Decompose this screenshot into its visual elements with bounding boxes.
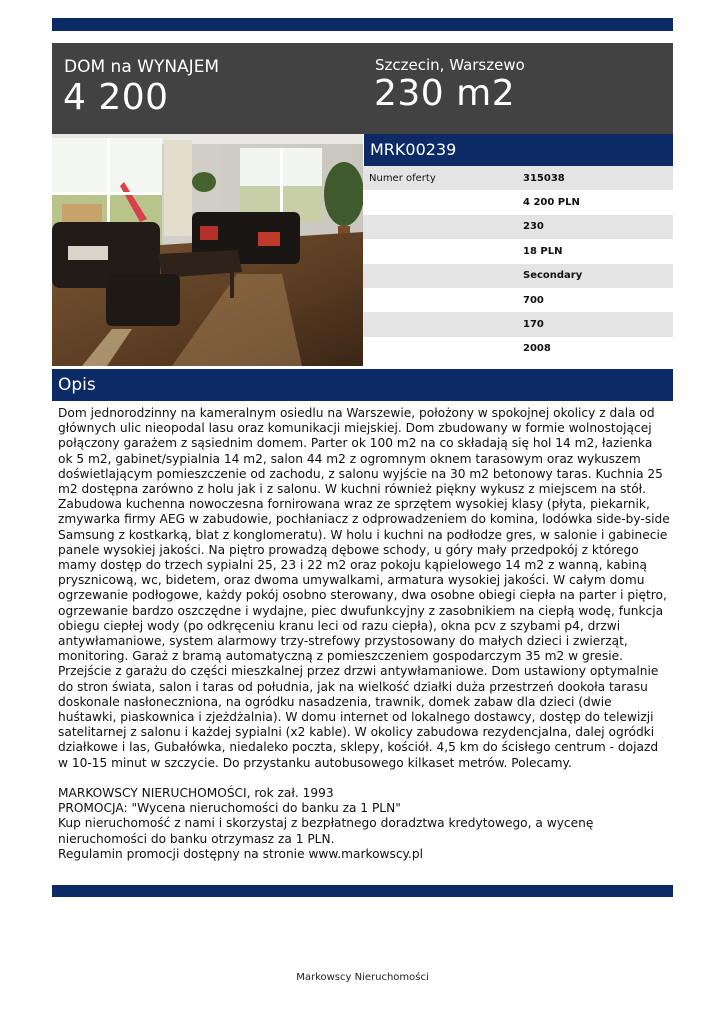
- footer-company: Markowscy Nieruchomości: [296, 972, 429, 983]
- details-value: 4 200 PLN: [523, 190, 673, 214]
- details-table: [363, 166, 673, 361]
- details-value: 315038: [523, 166, 673, 190]
- details-row: [363, 312, 673, 336]
- details-value: 230: [523, 215, 673, 239]
- details-value: 170: [523, 312, 673, 336]
- details-row: [363, 264, 673, 288]
- details-row: [363, 337, 673, 361]
- details-row: [363, 288, 673, 312]
- details-row: [363, 215, 673, 239]
- description-text: Dom jednorodzinny na kameralnym osiedlu na Warszewie, położony w spokojnej okolicy z dala od głównych ulic nieopodal lasu oraz komunikacji miejskiej. Dom zbudowany w formie wolnostojącej połączony garażem z sąsiednim domem. Parter ok 100 m2 na co składają się hol 14 m2, łazienka ok 5 m2, gabinet/sypialnia 14 m2, salon 44 m2 z ogromnym oknem tarasowym oraz wykuszem doświetlającym pomieszczenie od zachodu, z salonu wyjście na 30 m2 betonowy taras. Kuchnia 25 m2 dostępna zarówno z holu jak i z salonu. W kuchni również piękny wykusz z miejscem na stół. Zabudowa kuchenna nowoczesna fornirowana wraz ze sprzętem wysokiej klasy (płyta, piekarnik, zmywarka firmy AEG w zabudowie, pochłaniacz z odprowadzeniem do komina, lodówka side-by-side Samsung z kostkarką, blat z konglomeratu). W holu i kuchni na podłodze gres, w salonie i gabinecie panele wysokiej jakości. Na piętro prowadzą dębowe schody, u góry mały przedpokój z którego mamy dostęp do trzech sypialni 25, 23 i 22 m2 oraz pokoju kąpielowego 14 m2 z wanną, kabiną prysznicową, wc, bidetem, oraz dwoma umywalkami, armatura wysokiej jakości. W całym domu ogrzewanie podłogowe, każdy pokój osobno sterowany, dwa osobne obiegi ciepła na parter i piętro, ogrzewanie bardzo oszczędne i wydajne, piec dwufunkcyjny z zasobnikiem na ciepłą wodę, funkcja obiegu ciepłej wody (po odkręceniu kranu leci od razu ciepła), okna pcv z szybami p4, drzwi antywłamaniowe, system alarmowy trzy-strefowy przystosowany do małych dzieci i zwierząt, monitoring. Garaż z bramą automatyczną z pomieszczeniem gospodarczym 35 m2 w gresie. Przejście z garażu do części mieszkalnej przez drzwi antywłamaniowe. Dom ustawiony optymalnie do stron świata, salon i taras od południa, jak na wielkość działki duża przestrzeń dookoła tarasu doskonale nasłoneczniona, na ogródku nasadzenia, trawnik, domek zabaw dla dzieci (dwie huśtawki, piaskownica i zjeżdżalnia). W domu internet od lokalnego dostawcy, dostęp do telewizji satelitarnej z salonu i każdej sypialni (x2 kable). W okolicy zabudowa rezydencjalna, dalej ogródki działkowe i las, Gubałówka, niedaleko poczta, sklepy, kościół. 4,5 km do ścisłego centrum - dojazd w 10-15 minut w szczycie. Do przystanku autobusowego kilkaset metrów. Polecamy. MARKOWSCY NIERUCHOMOŚCI, rok zał. 1993 PROMOCJA: "Wycena nieruchomości do banku za 1 PLN" Kup nieruchomość z nami i skorzystaj z bezpłatnego doradztwa kredytowego, a wycenę nieruchomości do banku otrzymasz za 1 PLN. Regulamin promocji dostępny na stronie www.markowscy.pl: [58, 406, 670, 861]
- listing-area: 230 m2: [374, 73, 516, 114]
- details-value: 18 PLN: [523, 239, 673, 263]
- listing-price: 4 200: [63, 77, 169, 118]
- details-row: [363, 190, 673, 214]
- details-value: 2008: [523, 337, 673, 361]
- listing-location: Szczecin, Warszewo: [375, 56, 525, 74]
- details-label: [363, 215, 523, 239]
- property-photo: [52, 134, 363, 366]
- details-label: [363, 288, 523, 312]
- details-label: [363, 190, 523, 214]
- details-value: Secondary: [523, 264, 673, 288]
- reference-code: MRK00239: [363, 134, 673, 166]
- details-label: [363, 337, 523, 361]
- details-label: Numer oferty: [363, 166, 523, 190]
- details-value: 700: [523, 288, 673, 312]
- bottom-accent-bar: [52, 885, 673, 897]
- description-heading: Opis: [52, 369, 673, 401]
- details-label: [363, 264, 523, 288]
- listing-type: DOM na WYNAJEM: [64, 57, 220, 77]
- top-accent-bar: [52, 18, 673, 31]
- property-details: [363, 134, 673, 361]
- details-label: [363, 312, 523, 336]
- details-label: [363, 239, 523, 263]
- details-row: [363, 166, 673, 190]
- listing-header: [52, 43, 673, 134]
- details-row: [363, 239, 673, 263]
